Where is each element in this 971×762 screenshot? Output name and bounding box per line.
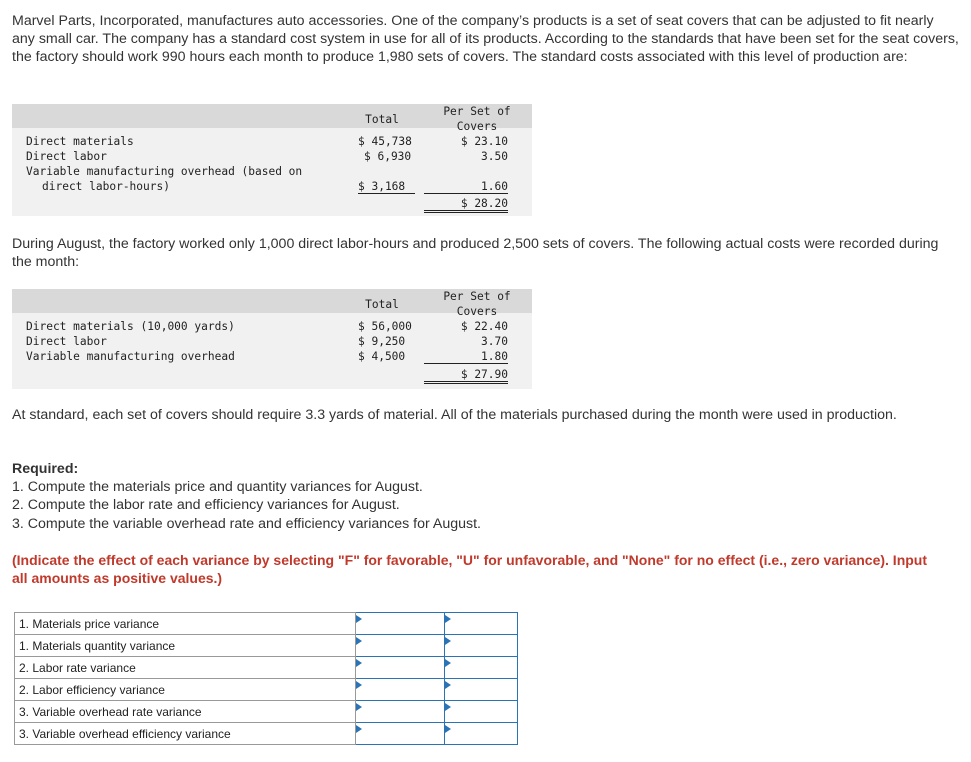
amount-input[interactable]: [356, 723, 445, 745]
variance-label: 3. Variable overhead rate variance: [15, 701, 356, 723]
dropdown-marker-icon: [445, 615, 451, 623]
amount-input[interactable]: [356, 679, 445, 701]
required-item: 1. Compute the materials price and quantity variances for August.: [12, 479, 423, 496]
standard-note: At standard, each set of covers should require 3.3 yards of material. All of the materials purchased during the month were used in production.: [12, 407, 897, 423]
input-marker-icon: [356, 681, 362, 689]
required-item: 2. Compute the labor rate and efficiency variances for August.: [12, 497, 400, 514]
dropdown-marker-icon: [445, 703, 451, 711]
row-per-set: $ 23.10: [460, 135, 508, 148]
instruction-text: (Indicate the effect of each variance by selecting "F" for favorable, "U" for unfavorable, and "None" for no effect (i.e., zero variance). Input all amounts as positive values.): [12, 552, 928, 586]
effect-dropdown[interactable]: [445, 723, 518, 745]
required-item: 3. Compute the variable overhead rate and efficiency variances for August.: [12, 515, 481, 532]
effect-dropdown[interactable]: [445, 635, 518, 657]
actual-cost-table: [12, 289, 532, 389]
standard-cost-table: [12, 104, 532, 216]
amount-input[interactable]: [356, 701, 445, 723]
effect-dropdown[interactable]: [445, 657, 518, 679]
variance-label: 1. Materials quantity variance: [15, 635, 356, 657]
dropdown-marker-icon: [445, 659, 451, 667]
amount-input[interactable]: [356, 613, 445, 635]
input-marker-icon: [356, 703, 362, 711]
required-heading: Required:: [12, 461, 79, 477]
effect-dropdown[interactable]: [445, 613, 518, 635]
row-per-set: $ 22.40: [460, 320, 508, 333]
col-total-header: Total: [365, 298, 399, 311]
variance-label: 1. Materials price variance: [15, 613, 356, 635]
table-row: [15, 613, 518, 635]
row-total: $ 9,250: [358, 335, 406, 348]
col-per-set-header-2: Covers: [456, 305, 498, 318]
dropdown-marker-icon: [445, 637, 451, 645]
row-label: Variable manufacturing overhead: [26, 350, 235, 363]
dropdown-marker-icon: [445, 725, 451, 733]
variance-label: 3. Variable overhead efficiency variance: [15, 723, 356, 745]
per-set-total: $ 28.20: [424, 196, 508, 213]
input-marker-icon: [356, 659, 362, 667]
table-row: [15, 657, 518, 679]
variance-label: 2. Labor efficiency variance: [15, 679, 356, 701]
per-set-total: $ 27.90: [424, 367, 508, 384]
row-label: Direct materials (10,000 yards): [26, 320, 235, 333]
row-label: Direct labor: [26, 335, 107, 348]
col-total-header: Total: [365, 113, 399, 126]
amount-input[interactable]: [356, 657, 445, 679]
row-total: $ 56,000: [358, 320, 412, 333]
row-per-set: 1.60: [424, 179, 508, 194]
input-marker-icon: [356, 615, 362, 623]
answer-table: [14, 612, 518, 745]
row-label: Direct materials: [26, 135, 134, 148]
col-per-set-header-2: Covers: [456, 120, 498, 133]
dropdown-marker-icon: [445, 681, 451, 689]
col-per-set-header-1: Per Set of: [443, 105, 511, 118]
row-per-set: 3.50: [481, 150, 508, 163]
table-row: [15, 723, 518, 745]
table-row: [15, 635, 518, 657]
row-total: $ 3,168: [358, 179, 415, 194]
effect-dropdown[interactable]: [445, 679, 518, 701]
row-total: $ 6,930: [364, 150, 412, 163]
input-marker-icon: [356, 637, 362, 645]
table-row: [15, 701, 518, 723]
required-section: [12, 460, 960, 533]
input-marker-icon: [356, 725, 362, 733]
row-total: $ 4,500: [358, 350, 406, 363]
table-row: [15, 679, 518, 701]
row-per-set: 1.80: [424, 349, 508, 364]
row-per-set: 3.70: [481, 335, 508, 348]
row-label: Variable manufacturing overhead (based on: [26, 165, 303, 178]
intro-paragraph: Marvel Parts, Incorporated, manufactures auto accessories. One of the company’s products is a set of seat covers that can be adjusted to fit nearly any small car. The company has a standard cost system in use for all of its products. According to the standards that have been set for the seat covers, the factory should work 990 hours each month to produce 1,980 sets of covers. The standard costs associated with this level of production are:: [12, 13, 959, 66]
august-paragraph: During August, the factory worked only 1,000 direct labor-hours and produced 2,500 sets of covers. The following actual costs were recorded during the month:: [12, 236, 939, 271]
amount-input[interactable]: [356, 635, 445, 657]
col-per-set-header-1: Per Set of: [443, 290, 511, 303]
row-total: $ 45,738: [358, 135, 412, 148]
variance-label: 2. Labor rate variance: [15, 657, 356, 679]
effect-dropdown[interactable]: [445, 701, 518, 723]
row-label-cont: direct labor-hours): [42, 180, 170, 193]
row-label: Direct labor: [26, 150, 107, 163]
